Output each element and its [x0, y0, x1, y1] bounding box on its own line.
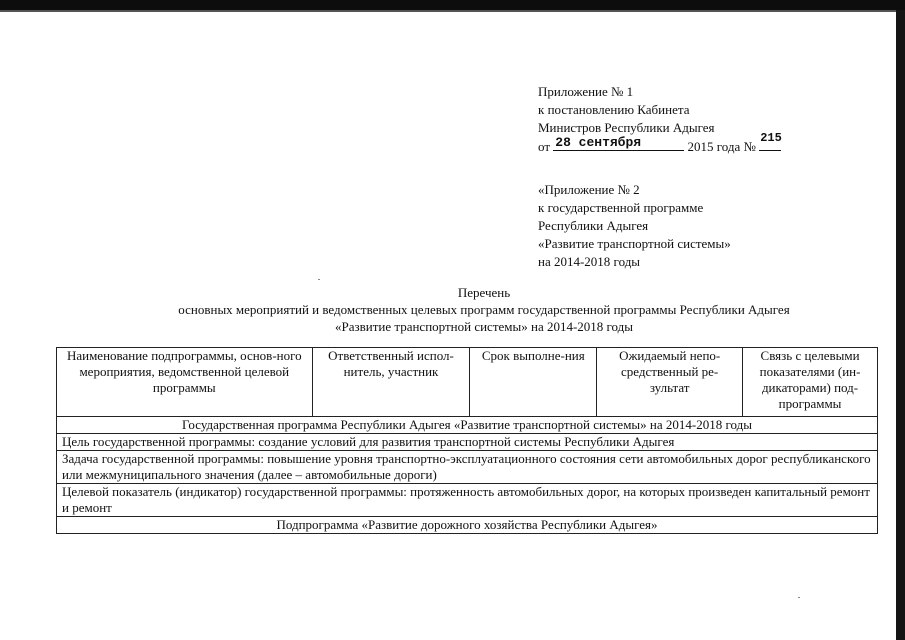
- table-header-row: [57, 348, 878, 417]
- annex-2-line3: Республики Адыгея: [538, 218, 649, 233]
- date-prefix: от: [538, 139, 551, 154]
- program-row: Государственная программа Республики Адыгея «Развитие транспортной системы» на 2014-2018 годы: [57, 417, 878, 434]
- header-cell-indicators-link: Связь с целевыми показателями (ин-дикаторами) под-программы: [743, 348, 878, 417]
- annex-1-block: [538, 83, 781, 156]
- annex-1-date-line: [538, 131, 782, 156]
- scan-top-border: [0, 0, 905, 10]
- header-cell-expected-result: Ожидаемый непо-средственный ре-зультат: [597, 348, 743, 417]
- document-subtitle-line1: основных мероприятий и ведомственных целевых программ государственной программы Республики Адыгея: [178, 302, 790, 317]
- table-row: [57, 451, 878, 484]
- annex-1-line2: к постановлению Кабинета: [538, 102, 690, 117]
- header-cell-name: Наименование подпрограммы, основ-ного мероприятия, ведомственной целевой программы: [57, 348, 313, 417]
- table-row: [57, 517, 878, 534]
- annex-2-line5: на 2014-2018 годы: [538, 254, 641, 269]
- table-row: [57, 434, 878, 451]
- scan-speck: [318, 279, 320, 280]
- number-blank: [759, 131, 782, 151]
- annex-1-title: Приложение № 1: [538, 84, 634, 99]
- goal-row: Цель государственной программы: создание условий для развития транспортной системы Республики Адыгея: [57, 434, 878, 451]
- annex-2-block: [538, 181, 731, 271]
- subprogram-row: Подпрограмма «Развитие дорожного хозяйства Республики Адыгея»: [57, 517, 878, 534]
- annex-1-line3: Министров Республики Адыгея: [538, 120, 715, 135]
- measures-table: [56, 347, 878, 534]
- indicator-row: Целевой показатель (индикатор) государственной программы: протяженность автомобильных дорог, на которых произведен капитальный ремонт и ремонт: [57, 484, 878, 517]
- date-blank: [553, 137, 684, 151]
- table-row: [57, 484, 878, 517]
- task-row: Задача государственной программы: повышение уровня транспортно-эксплуатационного состояния сети автомобильных дорог республиканского или межмуниципального значения (далее – автомобильные дороги): [57, 451, 878, 484]
- document-title: Перечень: [457, 285, 511, 300]
- document-subtitle-line2: «Развитие транспортной системы» на 2014-2018 годы: [334, 319, 634, 334]
- header-cell-responsible: Ответственный испол-нитель, участник: [312, 348, 470, 417]
- scan-top-border-shadow: [0, 10, 905, 12]
- handwritten-number: 215: [760, 131, 782, 145]
- table-row: [57, 417, 878, 434]
- annex-2-title: «Приложение № 2: [538, 182, 640, 197]
- year-text: 2015 года №: [687, 139, 756, 154]
- header-cell-deadline: Срок выполне-ния: [470, 348, 597, 417]
- annex-2-line2: к государственной программе: [538, 200, 704, 215]
- scan-speck: [798, 597, 800, 598]
- handwritten-date: 28 сентября: [555, 135, 642, 150]
- annex-2-line4: «Развитие транспортной системы»: [538, 236, 731, 251]
